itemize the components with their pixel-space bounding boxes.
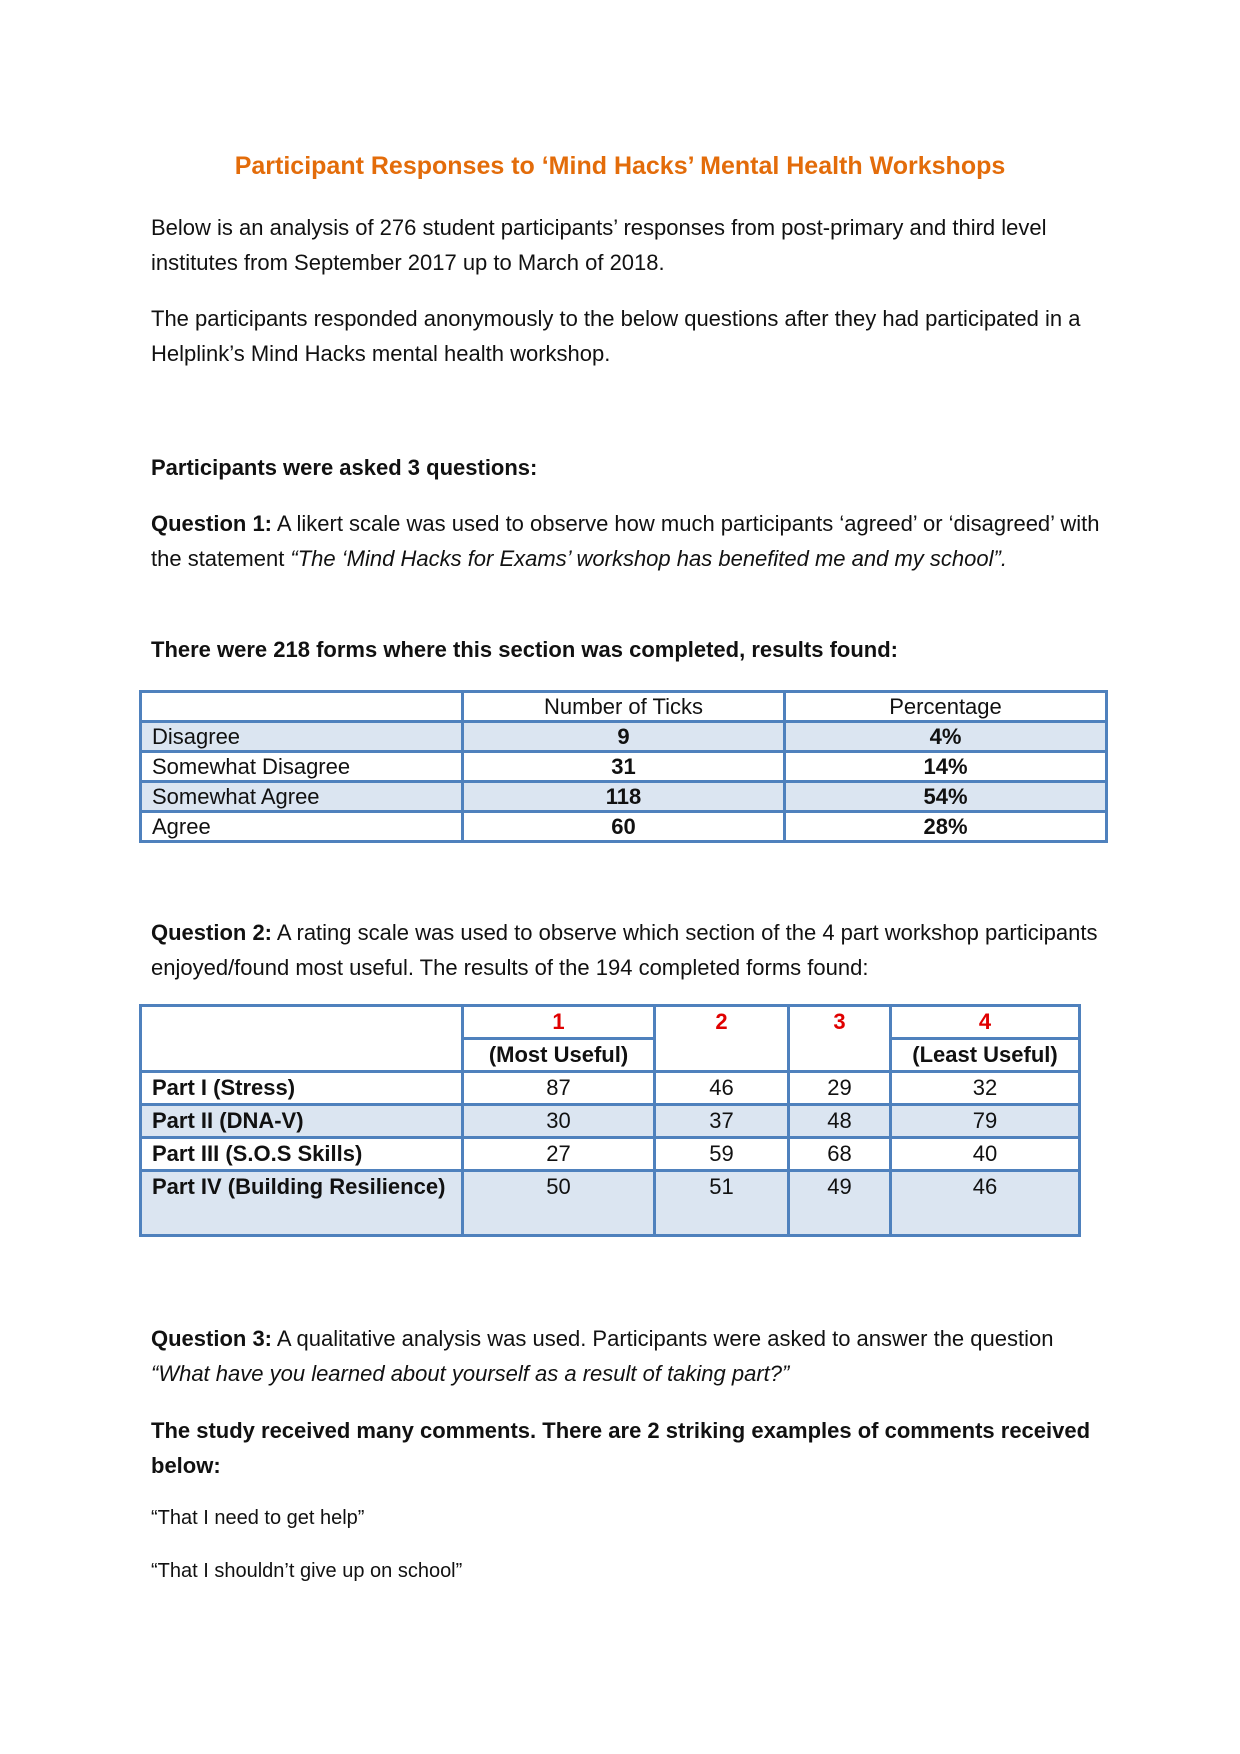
- row-label: Part IV (Building Resilience): [141, 1171, 463, 1236]
- rating-cell: 46: [655, 1072, 789, 1105]
- rating-cell: 27: [463, 1138, 655, 1171]
- row-label: Disagree: [141, 722, 463, 752]
- page-title: Participant Responses to ‘Mind Hacks’ Mental Health Workshops: [234, 152, 1006, 180]
- rank-header-cell: 4: [891, 1006, 1080, 1039]
- rank-header-row: [141, 1006, 1080, 1039]
- rank-header-cell: 1: [463, 1006, 655, 1039]
- table-row: [141, 782, 1107, 812]
- rating-cell: 87: [463, 1072, 655, 1105]
- intro-paragraph-2: The participants responded anonymously to the below questions after they had participated in a Helplink’s Mind Hacks mental health workshop.: [151, 306, 1081, 366]
- likert-results-table: [139, 690, 1108, 843]
- rank-header-cell: 3: [789, 1006, 891, 1072]
- question-2-text: [151, 915, 1111, 985]
- rating-cell: 30: [463, 1105, 655, 1138]
- table-row: [141, 752, 1107, 782]
- row-label: Agree: [141, 812, 463, 842]
- percentage-cell: 14%: [785, 752, 1107, 782]
- rating-cell: 59: [655, 1138, 789, 1171]
- rating-cell: 48: [789, 1105, 891, 1138]
- question-2-label: Question 2:: [151, 920, 273, 945]
- rating-cell: 68: [789, 1138, 891, 1171]
- row-label: Somewhat Disagree: [141, 752, 463, 782]
- row-label: Part II (DNA-V): [141, 1105, 463, 1138]
- ticks-cell: 31: [463, 752, 785, 782]
- question-3-text: [151, 1321, 1111, 1391]
- table-header-cell: Percentage: [785, 692, 1107, 722]
- table-row: [141, 1138, 1080, 1171]
- row-label: Somewhat Agree: [141, 782, 463, 812]
- rating-cell: 49: [789, 1171, 891, 1236]
- table-header-cell: Number of Ticks: [463, 692, 785, 722]
- question-3-label: Question 3:: [151, 1326, 273, 1351]
- most-useful-label: (Most Useful): [463, 1039, 655, 1072]
- intro-paragraph-1: Below is an analysis of 276 student participants’ responses from post-primary and third level institutes from September 2017 up to March of 2018.: [151, 215, 1047, 275]
- question-2-description: A rating scale was used to observe which section of the 4 part workshop participants enjoyed/found most useful. The results of the 194 completed forms found:: [151, 920, 1098, 980]
- question-3-question: “What have you learned about yourself as a result of taking part?”: [151, 1361, 790, 1386]
- percentage-cell: 4%: [785, 722, 1107, 752]
- rating-results-table: [139, 1004, 1081, 1237]
- rating-cell: 51: [655, 1171, 789, 1236]
- table-row: [141, 1105, 1080, 1138]
- questions-heading: Participants were asked 3 questions:: [151, 455, 538, 480]
- table-row: [141, 812, 1107, 842]
- rating-cell: 37: [655, 1105, 789, 1138]
- rank-header-cell: 2: [655, 1006, 789, 1072]
- question-1-text: [151, 506, 1111, 576]
- row-label: Part III (S.O.S Skills): [141, 1138, 463, 1171]
- rating-cell: 32: [891, 1072, 1080, 1105]
- question-1-summary: There were 218 forms where this section was completed, results found:: [151, 637, 898, 662]
- table-header-cell: [141, 692, 463, 722]
- rating-cell: 40: [891, 1138, 1080, 1171]
- rating-cell: 79: [891, 1105, 1080, 1138]
- table-row: [141, 722, 1107, 752]
- percentage-cell: 54%: [785, 782, 1107, 812]
- least-useful-label: (Least Useful): [891, 1039, 1080, 1072]
- question-3-description: A qualitative analysis was used. Participants were asked to answer the question: [272, 1326, 1054, 1351]
- question-1-description: A likert scale was used to observe how much participants ‘agreed’ or ‘disagreed’ with the statement: [151, 511, 1100, 571]
- table-row: [141, 1072, 1080, 1105]
- question-3-summary: The study received many comments. There are 2 striking examples of comments received below:: [151, 1418, 1091, 1478]
- table-header-row: [141, 692, 1107, 722]
- rating-cell: 50: [463, 1171, 655, 1236]
- question-1-label: Question 1:: [151, 511, 273, 536]
- rating-cell: 29: [789, 1072, 891, 1105]
- question-1-statement: “The ‘Mind Hacks for Exams’ workshop has benefited me and my school”.: [290, 546, 1007, 571]
- ticks-cell: 60: [463, 812, 785, 842]
- ticks-cell: 118: [463, 782, 785, 812]
- row-label: Part I (Stress): [141, 1072, 463, 1105]
- comment-quote: “That I shouldn’t give up on school”: [151, 1560, 463, 1582]
- comment-quote: “That I need to get help”: [151, 1507, 365, 1529]
- rating-cell: 46: [891, 1171, 1080, 1236]
- table-row: [141, 1171, 1080, 1236]
- empty-header-cell: [141, 1006, 463, 1072]
- ticks-cell: 9: [463, 722, 785, 752]
- percentage-cell: 28%: [785, 812, 1107, 842]
